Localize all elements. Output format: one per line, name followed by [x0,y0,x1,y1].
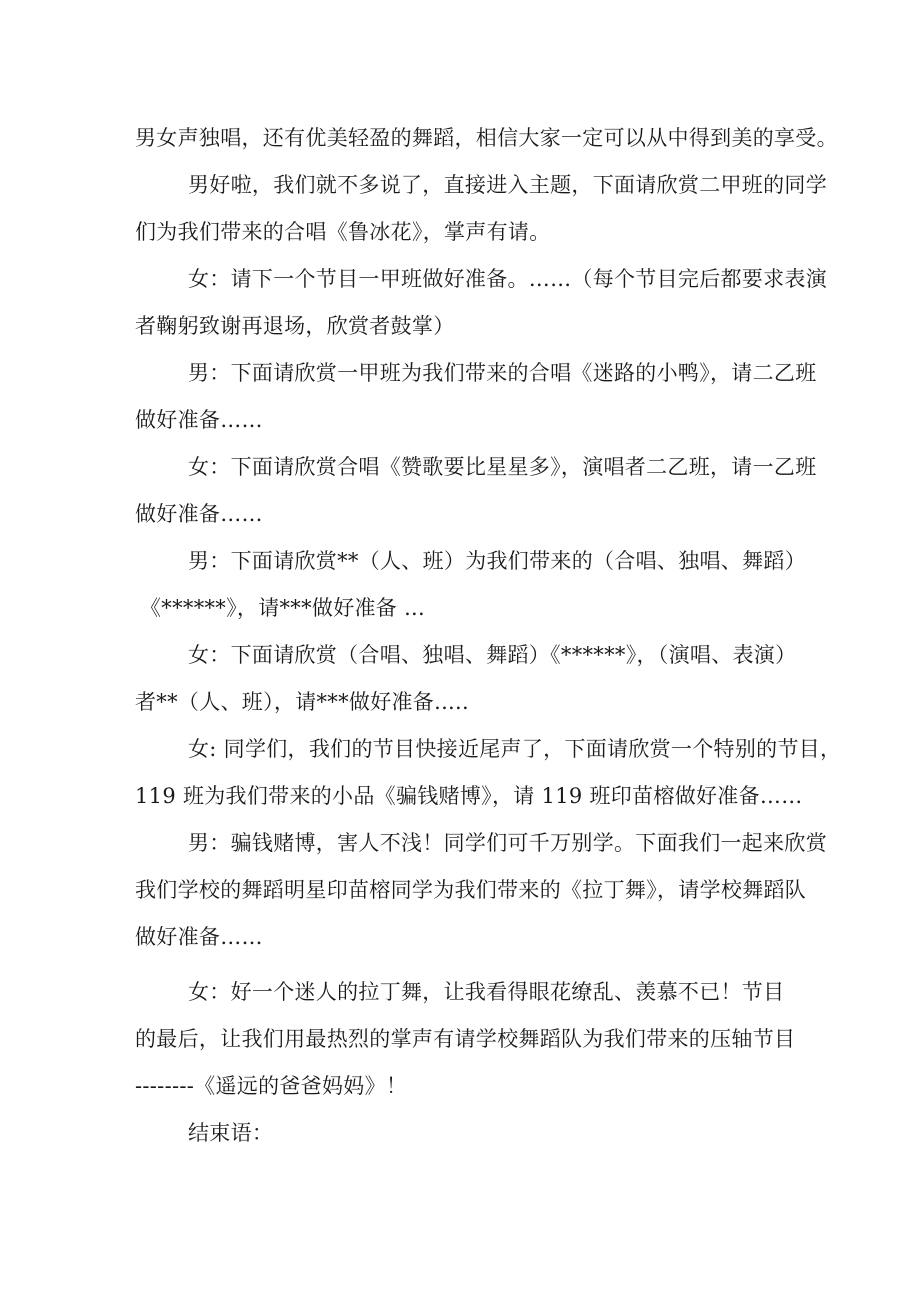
text-line: 者**（人、班），请***做好准备..... [135,690,469,714]
text-line: 男：下面请欣赏**（人、班）为我们带来的（合唱、独唱、舞蹈） [188,549,806,573]
text-line: 们为我们带来的合唱《鲁冰花》，掌声有请。 [135,220,551,244]
text-line: 女：下面请欣赏（合唱、独唱、舞蹈）《******》，（演唱、表演） [188,643,797,667]
text-line: --------《遥远的爸爸妈妈》！ [135,1074,408,1098]
text-line: 者鞠躬致谢再退场，欣赏者鼓掌） [135,314,455,338]
text-line: 做好准备…… [135,925,263,949]
text-line: 男女声独唱，还有优美轻盈的舞蹈，相信大家一定可以从中得到美的享受。 [135,126,838,150]
text-line: 女：请下一个节目一甲班做好准备。……（每个节目完后都要求表演 [188,267,827,291]
text-line: 女：下面请欣赏合唱《赞歌要比星星多》，演唱者二乙班，请一乙班 [188,455,817,479]
text-line: 119 班为我们带来的小品《骗钱赌博》，请 119 班印苗榕做好准备…… [135,784,803,808]
text-line: 结束语： [188,1121,274,1145]
text-line: 女：好一个迷人的拉丁舞，让我看得眼花缭乱、羡慕不已！节目 [188,980,785,1004]
text-line: 做好准备…… [135,502,263,526]
text-line: 《******》，请***做好准备 ... [140,596,426,620]
text-line: 做好准备…… [135,408,263,432]
text-line: 男：骗钱赌博，害人不浅！同学们可千万别学。下面我们一起来欣赏 [188,831,827,855]
text-line: 男：下面请欣赏一甲班为我们带来的合唱《迷路的小鸭》，请二乙班 [188,361,817,385]
text-line: 的最后，让我们用最热烈的掌声有请学校舞蹈队为我们带来的压轴节目 [135,1027,796,1051]
text-line: 我们学校的舞蹈明星印苗榕同学为我们带来的《拉丁舞》，请学校舞蹈队 [135,878,807,902]
text-line: 男好啦，我们就不多说了，直接进入主题，下面请欣赏二甲班的同学 [188,173,827,197]
text-line: 女: 同学们，我们的节目快接近尾声了，下面请欣赏一个特别的节目， [188,737,842,761]
